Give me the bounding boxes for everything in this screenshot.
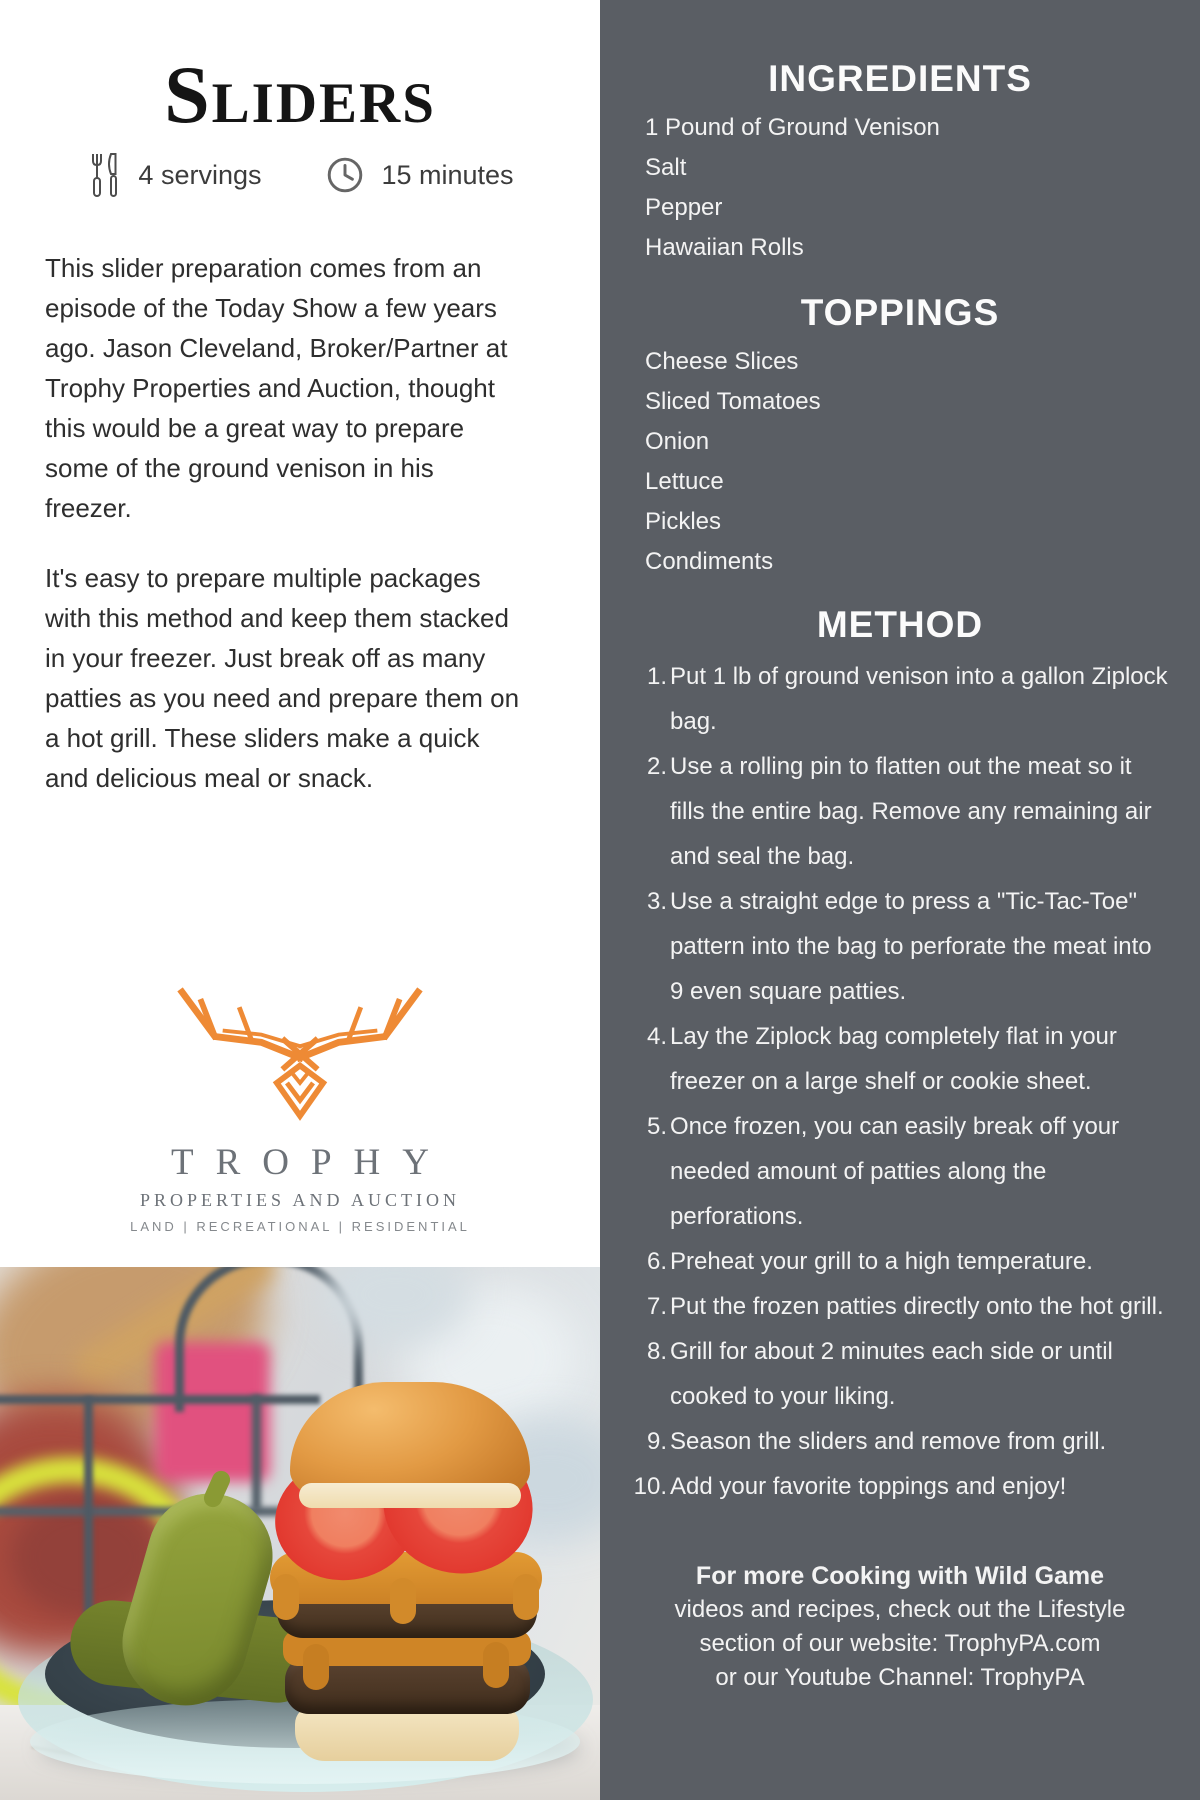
photo-cheese-drip: [390, 1578, 416, 1624]
footer-bold-line: For more Cooking with Wild Game: [695, 1562, 1105, 1590]
antler-emblem-icon: [155, 982, 445, 1122]
photo-cheese-drip: [513, 1574, 539, 1620]
list-item: Onion: [645, 428, 710, 455]
method-step: Once frozen, you can easily break off your needed amount of patties along the perforations.: [670, 1113, 1120, 1230]
method-step: Lay the Ziplock bag completely flat in your freezer on a large shelf or cookie sheet.: [670, 1023, 1117, 1095]
footer-note: [600, 1559, 1200, 1695]
clock-icon: [325, 155, 365, 195]
method-step: Put the frozen patties directly onto the hot grill.: [670, 1293, 1164, 1320]
list-item: Lettuce: [645, 468, 724, 495]
method-heading: METHOD: [816, 604, 984, 645]
list-item: Pepper: [645, 194, 723, 221]
list-item: 1 Pound of Ground Venison: [645, 114, 940, 141]
photo-cheese-drip: [303, 1644, 329, 1690]
servings-label: 4 servings: [138, 159, 262, 190]
method-step: Preheat your grill to a high temperature.: [670, 1248, 1093, 1275]
logo-subtitle: PROPERTIES AND AUCTION: [140, 1190, 460, 1210]
photo-slider-burger: [285, 1382, 535, 1752]
method-list: [600, 654, 1170, 1509]
fork-knife-icon: [86, 152, 122, 198]
photo-basket-wire: [84, 1397, 93, 1632]
logo-tagline: LAND | RECREATIONAL | RESIDENTIAL: [130, 1219, 470, 1234]
method-step: Season the sliders and remove from grill.: [670, 1428, 1107, 1455]
logo-name: TROPHY: [170, 1142, 452, 1183]
method-step: Grill for about 2 minutes each side or until cooked to your liking.: [670, 1338, 1113, 1410]
ingredients-heading: INGREDIENTS: [768, 58, 1032, 99]
footer-line: section of our website: TrophyPA.com: [699, 1630, 1101, 1657]
intro-paragraph-2: It's easy to prepare multiple packages with this method and keep them stacked in your freezer. Just break off as many patties as you need and prepare them on a hot grill. These sliders make a quick and delicious meal or snack.: [45, 563, 520, 793]
toppings-heading: TOPPINGS: [800, 292, 1000, 333]
method-step: Add your favorite toppings and enjoy!: [670, 1473, 1067, 1500]
photo-bun-bottom: [295, 1706, 519, 1761]
footer-line: or our Youtube Channel: TrophyPA: [715, 1664, 1085, 1691]
method-step: Put 1 lb of ground venison into a gallon Ziplock bag.: [670, 663, 1168, 735]
servings-meta: [86, 152, 261, 198]
photo-cheese-drip: [483, 1642, 509, 1688]
footer-line: videos and recipes, check out the Lifestyle: [674, 1596, 1126, 1623]
list-item: Pickles: [645, 508, 722, 535]
method-step: Use a rolling pin to flatten out the meat so it fills the entire bag. Remove any remaining air and seal the bag.: [670, 753, 1152, 870]
slider-photo: [0, 1267, 600, 1800]
ingredients-list: [600, 108, 1200, 268]
method-step: Use a straight edge to press a "Tic-Tac-Toe" pattern into the bag to perforate the meat into 9 even square patties.: [670, 888, 1152, 1005]
photo-basket-wire: [0, 1395, 320, 1404]
photo-cheese-drip: [273, 1574, 299, 1620]
time-label: 15 minutes: [381, 159, 514, 190]
list-item: Cheese Slices: [645, 348, 799, 375]
trophy-logo: [0, 982, 600, 1234]
time-meta: [325, 155, 513, 195]
page-title: Sliders: [164, 49, 436, 140]
list-item: Condiments: [645, 548, 774, 575]
photo-basket-wire: [252, 1395, 261, 1510]
toppings-list: [600, 342, 1200, 582]
intro-text: [45, 248, 523, 828]
photo-bun-top-edge: [299, 1483, 521, 1508]
intro-paragraph-1: This slider preparation comes from an episode of the Today Show a few years ago. Jason Cleveland, Broker/Partner at Trophy Properties and Auction, thought this would be a great way to prepare some of the ground venison in his freezer.: [45, 253, 508, 523]
recipe-meta: [0, 152, 600, 198]
list-item: Sliced Tomatoes: [645, 388, 821, 415]
list-item: Salt: [645, 154, 687, 181]
list-item: Hawaiian Rolls: [645, 234, 804, 261]
right-panel: [600, 0, 1200, 1800]
